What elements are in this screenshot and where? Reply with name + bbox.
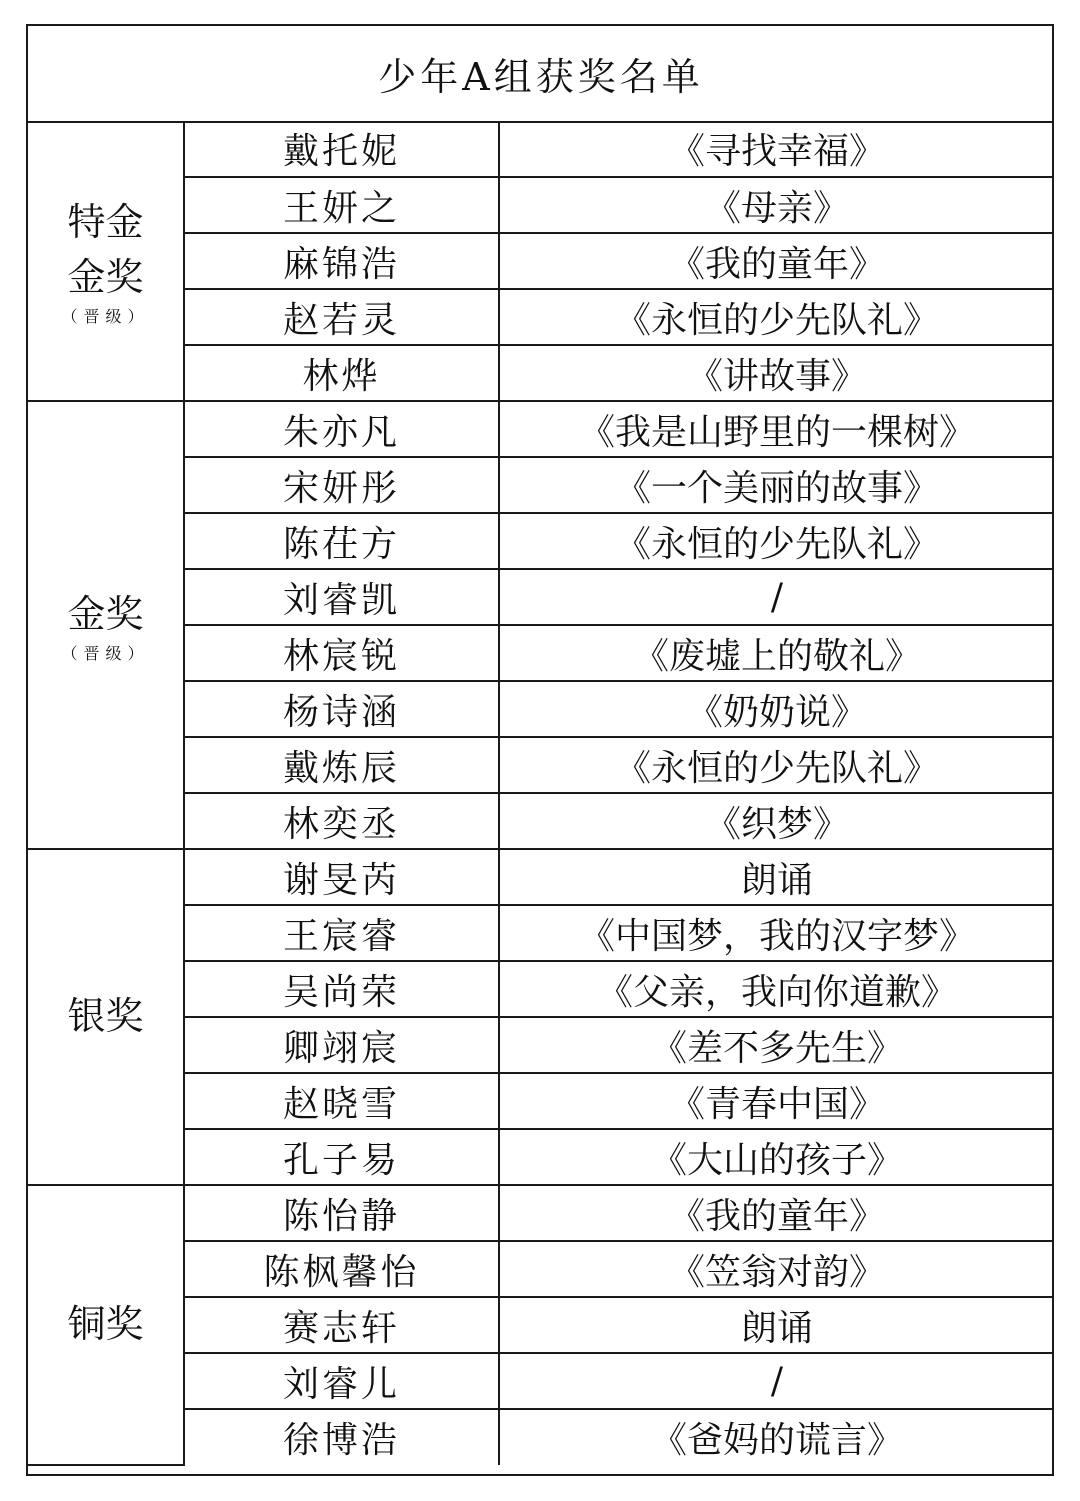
work-title: / [499,1353,1054,1409]
winner-name: 谢旻芮 [184,849,499,905]
winner-name: 陈枫馨怡 [184,1241,499,1297]
winner-name: 赵晓雪 [184,1073,499,1129]
work-title: 《织梦》 [499,793,1054,849]
winner-name: 王宸睿 [184,905,499,961]
work-title: 朗诵 [499,849,1054,905]
category-cell-special-gold [28,121,184,401]
category-cell-bronze [28,1185,184,1465]
category-note: （晋级） [61,307,150,326]
work-title: 《父亲，我向你道歉》 [499,961,1054,1017]
table-row [28,401,1054,457]
winner-name: 林烨 [184,345,499,401]
category-cell-gold [28,401,184,849]
work-title: 《一个美丽的故事》 [499,457,1054,513]
winner-name: 宋妍彤 [184,457,499,513]
work-title: 《中国梦，我的汉字梦》 [499,905,1054,961]
work-title: 《讲故事》 [499,345,1054,401]
winner-name: 孔子易 [184,1129,499,1185]
winner-name: 朱亦凡 [184,401,499,457]
page-title: 少年A组获奖名单 [28,26,1054,123]
work-title: 《我的童年》 [499,1185,1054,1241]
winner-name: 林奕丞 [184,793,499,849]
work-title: 《青春中国》 [499,1073,1054,1129]
category-cell-silver [28,849,184,1185]
winner-name: 卿翊宸 [184,1017,499,1073]
work-title: 《永恒的少先队礼》 [499,737,1054,793]
winner-name: 陈怡静 [184,1185,499,1241]
winner-name: 赵若灵 [184,289,499,345]
category-note: （晋级） [61,643,150,663]
winner-name: 戴托妮 [184,121,499,177]
work-title: 《永恒的少先队礼》 [499,289,1054,345]
winner-name: 杨诗涵 [184,681,499,737]
work-title: 《我的童年》 [499,233,1054,289]
work-title: 朗诵 [499,1297,1054,1353]
work-title: / [499,569,1054,625]
category-label: 特金 [67,199,144,244]
award-list-sheet [26,24,1054,1476]
winner-name: 刘睿凯 [184,569,499,625]
winner-name: 林宸锐 [184,625,499,681]
award-table-body [28,121,1054,1465]
table-row [28,849,1054,905]
work-title: 《我是山野里的一棵树》 [499,401,1054,457]
table-row [28,1185,1054,1241]
work-title: 《爸妈的谎言》 [499,1409,1054,1465]
work-title: 《笠翁对韵》 [499,1241,1054,1297]
winner-name: 戴炼辰 [184,737,499,793]
winner-name: 陈茌方 [184,513,499,569]
work-title: 《寻找幸福》 [499,121,1054,177]
category-label: 金奖 [67,591,144,636]
table-row [28,121,1054,177]
work-title: 《奶奶说》 [499,681,1054,737]
category-label: 金奖 [67,254,144,299]
work-title: 《大山的孩子》 [499,1129,1054,1185]
category-label: 银奖 [67,994,144,1039]
work-title: 《母亲》 [499,177,1054,233]
award-table [28,121,1054,1466]
winner-name: 徐博浩 [184,1409,499,1465]
category-label: 铜奖 [67,1302,144,1347]
winner-name: 麻锦浩 [184,233,499,289]
winner-name: 王妍之 [184,177,499,233]
winner-name: 吴尚荣 [184,961,499,1017]
work-title: 《永恒的少先队礼》 [499,513,1054,569]
work-title: 《废墟上的敬礼》 [499,625,1054,681]
winner-name: 刘睿儿 [184,1353,499,1409]
winner-name: 赛志轩 [184,1297,499,1353]
work-title: 《差不多先生》 [499,1017,1054,1073]
